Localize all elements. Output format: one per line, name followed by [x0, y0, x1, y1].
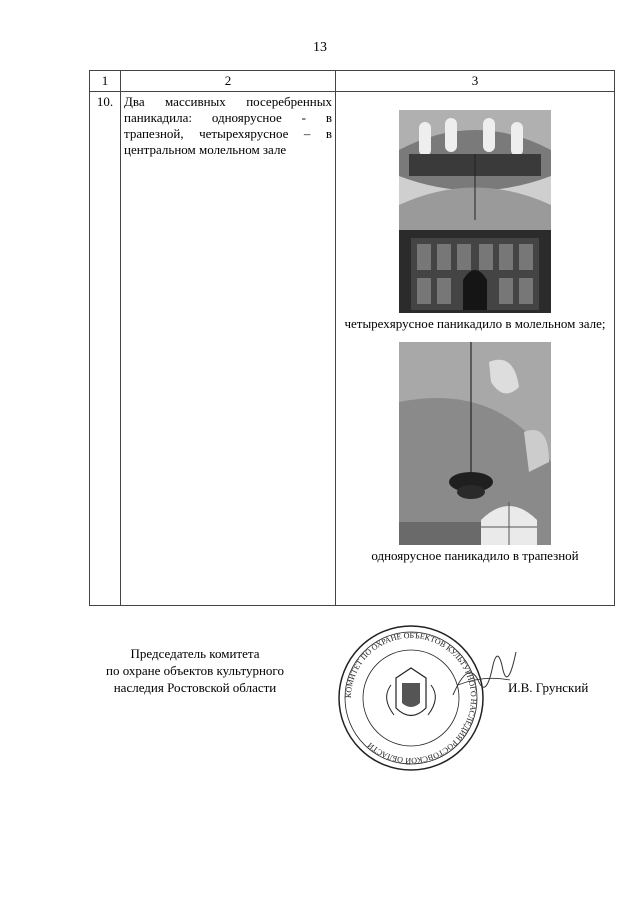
- chandelier-refectory-photo: [399, 342, 551, 545]
- signatory-title-line3: наследия Ростовской области: [113, 680, 277, 695]
- page-number: 13: [313, 40, 327, 55]
- chandelier-main-hall-photo: [399, 110, 551, 313]
- handwritten-signature: [448, 640, 518, 710]
- svg-text:КОМИТЕТ ПО ОХРАНЕ ОБЪЕКТОВ КУЛ: КОМИТЕТ ПО ОХРАНЕ ОБЪЕКТОВ КУЛЬТУРНОГО НАСЛЕДИЯ РОСТОВСКОЙ ОБЛАСТИ: [343, 630, 479, 766]
- header-cell-2: 2: [121, 71, 336, 92]
- signatory-title-line1: Председатель комитета: [130, 646, 260, 661]
- table-row: [90, 92, 615, 606]
- photo1-caption: четырехярусное паникадило в молельном зале;: [344, 316, 606, 331]
- table-header-row: [90, 71, 615, 92]
- signatory-title: [70, 645, 320, 696]
- row-photos: [336, 92, 615, 606]
- header-cell-1: 1: [90, 71, 121, 92]
- objects-table: [89, 70, 615, 606]
- header-cell-3: 3: [336, 71, 615, 92]
- photo2-caption: одноярусное паникадило в трапезной: [371, 548, 579, 563]
- row-number: 10.: [90, 92, 121, 606]
- signatory-name: И.В. Грунский: [508, 680, 589, 695]
- row-description: Два массивных посеребренных паникадила: одноярусное - в трапезной, четырехярусное – в центральном молельном зале: [121, 92, 336, 606]
- signatory-title-line2: по охране объектов культурного: [106, 663, 284, 678]
